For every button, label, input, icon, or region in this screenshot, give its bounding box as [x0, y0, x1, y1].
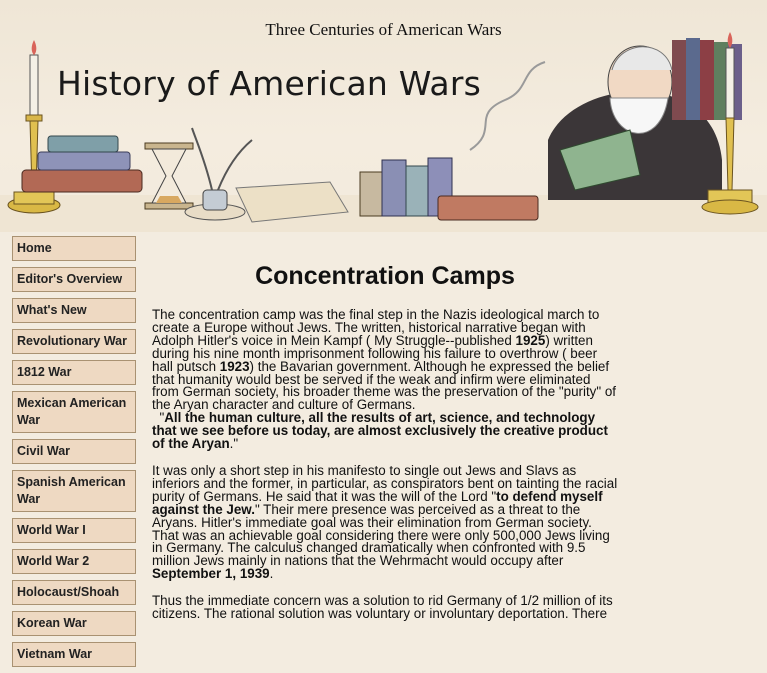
article-paragraph [152, 595, 618, 621]
text-run: The concentration camp was the final step in the Nazis ideological march to create a Europe without Jews. The written, historical narrative began with Adolph Hitler's voice in Mein Kampf ( My Struggle--published [152, 307, 600, 348]
bold-date: September 1, 1939 [152, 566, 270, 582]
article-paragraph [152, 462, 618, 582]
text-run: ) written during his nine month imprisonment following his failure to overthrow ( beer hall putsch [152, 332, 598, 374]
text-run: It was only a short step in his manifesto to single out Jews and Slavs as inferiors and the former, in particular, as conspirators bent on tainting the racial purity of Germans. He said that it was the will of the Lord " [152, 462, 618, 504]
header-banner [0, 0, 767, 232]
nav-item-korean-war[interactable]: Korean War [12, 611, 136, 636]
site-title: History of American Wars [57, 64, 482, 103]
main-content [152, 262, 618, 635]
bold-quote: All the human culture, all the results of art, science, and technology that we see before us today, are almost exclusively the creative product of the Aryan [152, 410, 608, 452]
bold-year: 1923 [219, 358, 250, 374]
nav-item-editors-overview[interactable]: Editor's Overview [12, 267, 136, 292]
nav-item-home[interactable]: Home [12, 236, 136, 261]
banner-subtitle: Three Centuries of American Wars [265, 20, 502, 39]
books-stack-left-icon [22, 136, 142, 192]
nav-item-mexican-american-war[interactable]: Mexican American War [12, 391, 136, 433]
nav-item-holocaust-shoah[interactable]: Holocaust/Shoah [12, 580, 136, 605]
text-run: " Their mere presence was perceived as a threat to the Aryans. Hitler's immediate goal was their elimination from German society. That was an achievable goal considering there were only 500,000 Jews living in Germany. The calculus changed dramatically when confronted with 9.5 million Jews mainly in nations that the Wehrmacht would occupy after [152, 501, 610, 569]
nav-item-whats-new[interactable]: What's New [12, 298, 136, 323]
text-run: Thus the immediate concern was a solution to rid Germany of 1/2 million of its citizens. The rational solution was voluntary or involuntary deportation. There [152, 593, 613, 622]
bold-year: 1925 [515, 332, 546, 348]
nav-item-civil-war[interactable]: Civil War [12, 439, 136, 464]
text-run: " [152, 410, 165, 426]
nav-item-revolutionary-war[interactable]: Revolutionary War [12, 329, 136, 354]
article-paragraph [152, 309, 618, 451]
page-title: Concentration Camps [255, 262, 515, 290]
nav-item-spanish-american-war[interactable]: Spanish American War [12, 470, 136, 512]
text-run: ) the Bavarian government. Although he expressed the belief that humanity would best be served if the weak and infirm were eliminated from German society, his broader theme was the preservation of the "purity" of the Aryan character and culture of Germans. [152, 358, 617, 413]
nav-item-world-war-2[interactable]: World War 2 [12, 549, 136, 574]
text-run: ." [229, 436, 239, 452]
bold-quote: to defend myself against the Jew. [152, 488, 603, 517]
nav-item-1812-war[interactable]: 1812 War [12, 360, 136, 385]
text-run: . [269, 566, 274, 582]
books-center-icon [360, 158, 538, 220]
sidebar-nav [12, 236, 136, 673]
nav-item-vietnam-war[interactable]: Vietnam War [12, 642, 136, 667]
nav-item-world-war-1[interactable]: World War I [12, 518, 136, 543]
